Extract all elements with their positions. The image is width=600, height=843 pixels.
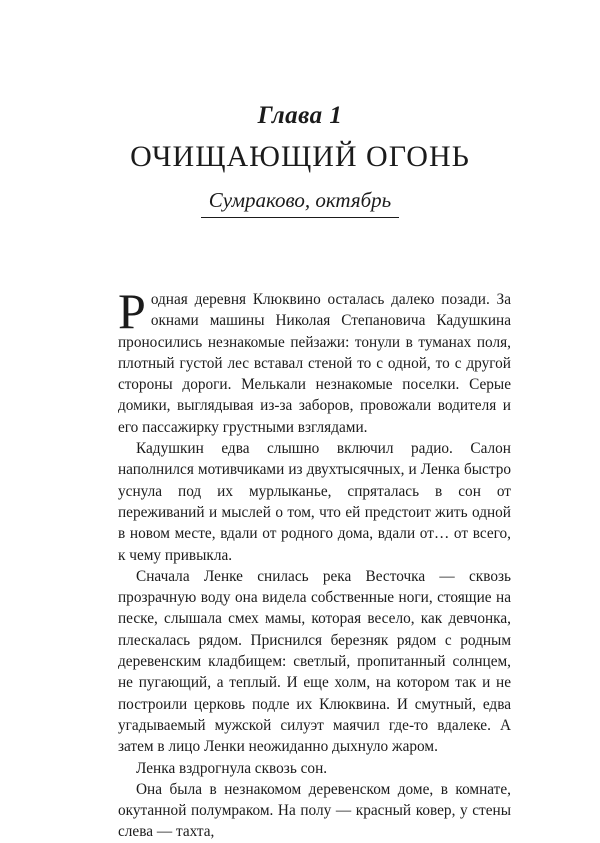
chapter-subtitle: Сумраково, октябрь (201, 188, 399, 218)
paragraph-text: одная деревня Клюквино осталась далеко позади. За окнами машины Николая Степановича Кадушкина проносились незнакомые пейзажи: тонули в туманах поля, плотный густой лес вставал стеной то с одной, то с другой стороны дороги. Мелькали незнакомые поселки. Серые домики, выглядывая из-за заборов, провожали водителя и его пассажирку грустными взглядами. (118, 291, 511, 436)
paragraph: Сначала Ленке снилась река Весточка — сквозь прозрачную воду она видела собственные ноги, стоящие на песке, слышала смех мамы, которая весело, как девчонка, плескалась рядом. Приснился березняк рядом с родным деревенским кладбищем: светлый, пропитанный солнцем, не пугающий, а теплый. И еще холм, на котором так и не построили церковь подле их Клюквина. И смутный, едва угадываемый мужской силуэт маячил где-то вдалеке. А затем в лицо Ленки неожиданно дыхнуло жаром. (118, 567, 511, 756)
paragraph: Она была в незнакомом деревенском доме, в комнате, окутанной полумраком. На полу — красный ковер, у стены слева — тахта, (118, 780, 511, 841)
drop-cap: Р (118, 283, 146, 339)
chapter-subtitle-wrap (0, 188, 600, 218)
chapter-title: ОЧИЩАЮЩИЙ ОГОНЬ (130, 140, 470, 173)
chapter-label: Глава 1 (257, 102, 343, 129)
paragraph (118, 283, 511, 438)
body-text (118, 283, 511, 843)
paragraph: Ленка вздрогнула сквозь сон. (136, 759, 328, 777)
paragraph: Кадушкин едва слышно включил радио. Салон наполнился мотивчиками из двухтысячных, и Ленка быстро уснула под их мурлыканье, спряталась в сон от переживаний и мыслей о том, что ей предстоит жить одной в новом месте, вдали от родного дома, вдали от… от всего, к чему привыкла. (118, 440, 511, 564)
